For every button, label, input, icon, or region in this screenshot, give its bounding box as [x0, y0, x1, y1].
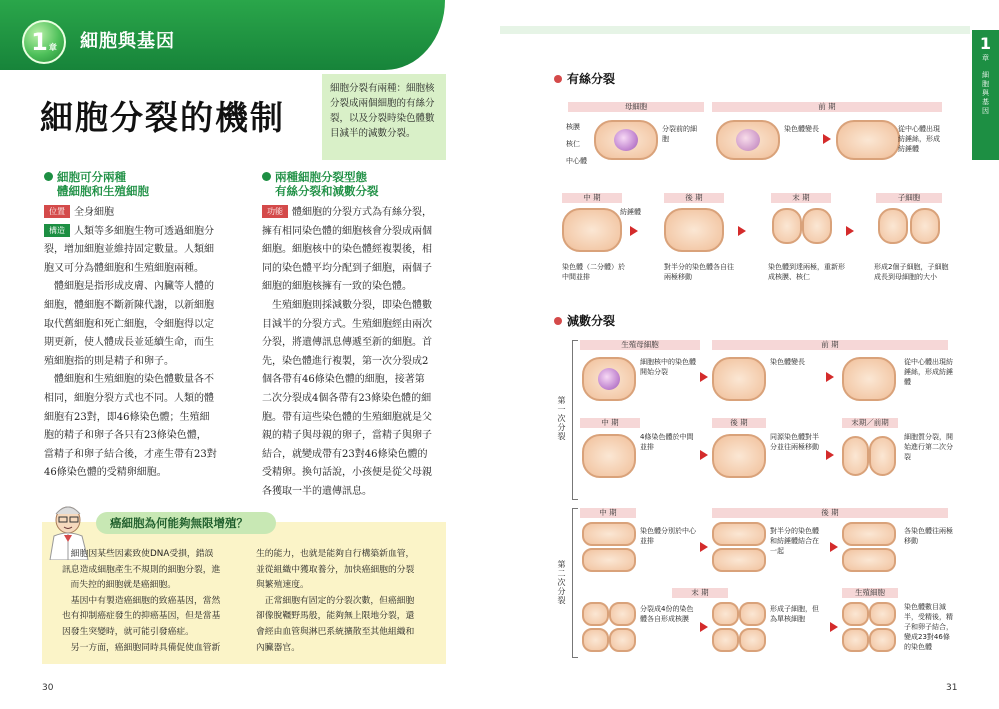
- phase-label: 中 期: [580, 418, 640, 428]
- meiosis2-late-cell-a: [842, 522, 896, 546]
- right-line: 體細胞的分裂方式為有絲分裂，: [292, 207, 432, 218]
- daughter2-cell-1: [712, 602, 739, 626]
- phase-label: 生殖細胞: [842, 588, 898, 598]
- phase-label: 生殖母細胞: [580, 340, 700, 350]
- left-line: 體細胞和生殖細胞的染色體數量各不: [44, 374, 214, 386]
- meiosis2-metaphase-cell-a: [582, 522, 636, 546]
- arrow-right-icon: [700, 542, 708, 552]
- right-column: [262, 170, 452, 502]
- bullet-dot-icon: [44, 172, 53, 181]
- left-column: [44, 170, 250, 483]
- arrow-right-icon: [826, 372, 834, 382]
- label-note: 分裂成4份的染色體各自形成核膜: [640, 605, 694, 623]
- side-tab-text: 細胞與基因: [981, 71, 990, 116]
- daughter2-cell-3: [712, 628, 739, 652]
- function-tag: 功能: [262, 205, 288, 218]
- label-note: 形成子細胞，但為單核細胞: [770, 605, 819, 623]
- side-tab-number: 1: [979, 34, 992, 53]
- right-line: 分裂，將遺傳訊息傳遞至新的細胞。首: [262, 337, 432, 349]
- arrow-right-icon: [830, 542, 838, 552]
- daughter2-cell-4: [739, 628, 766, 652]
- label-note: 細胞質分裂，開始進行第二次分裂: [904, 433, 953, 461]
- phase-label: 前 期: [712, 340, 948, 350]
- page-number-right: 31: [946, 683, 958, 693]
- right-line: 親的精子與母親的卵子，當精子與卵子: [262, 430, 432, 442]
- telophase-cell-a: [772, 208, 802, 244]
- arrow-right-icon: [700, 622, 708, 632]
- chapter-side-tab[interactable]: [972, 30, 999, 160]
- left-line: 胞又可分為體細胞和生殖細胞兩種。: [44, 262, 204, 274]
- label-note: 對半分的染色體各自往兩極移動: [664, 263, 734, 281]
- telophase-cell-b: [802, 208, 832, 244]
- bullet-dot-icon: [262, 172, 271, 181]
- right-line: 先，染色體進行複製，第一次分裂成2: [262, 355, 429, 367]
- left-line: 人類等多細胞生物可透過細胞分: [74, 225, 214, 237]
- right-line: 細胞的細胞核擁有一致的染色體。: [262, 281, 412, 293]
- telo2-cell-2: [609, 602, 636, 626]
- arrow-right-icon: [826, 450, 834, 460]
- label-note: 同源染色體對半分並往兩極移動: [770, 433, 819, 451]
- daughter2-cell-2: [739, 602, 766, 626]
- phase-label: 子細胞: [876, 193, 942, 203]
- cancer-title: 癌細胞為何能夠無限增殖？: [96, 512, 276, 534]
- phase-label: 中 期: [562, 193, 622, 203]
- arrow-right-icon: [830, 622, 838, 632]
- left-line: 胞的精子和卵子各只有23條染色體，: [44, 430, 207, 442]
- cancer-line: 基因中有製造癌細胞的致癌基因，當然: [62, 595, 221, 606]
- phase-label: 末 期: [672, 588, 728, 598]
- label-note: 染色體變長: [770, 358, 805, 366]
- arrow-right-icon: [846, 226, 854, 236]
- chapter-header-band: [0, 0, 445, 70]
- right-line: 胞。帶有這些染色體的生殖細胞就是父: [262, 411, 432, 423]
- cancer-line: 正常細胞有固定的分裂次數，但癌細胞: [256, 595, 415, 606]
- prophase-cell-2: [836, 120, 900, 160]
- phase-label: 後 期: [712, 418, 766, 428]
- label-note: 形成2個子細胞，子細胞成長到母細胞的大小: [874, 263, 949, 281]
- right-line: 個各帶有46條染色體的細胞，接著第: [262, 374, 425, 386]
- label-note: 染色體數目減半，受精後，精子和卵子結合，變成23對46條的染色體: [904, 603, 953, 651]
- meiosis-anaphase-cell: [712, 434, 766, 478]
- label-note: 核仁: [566, 140, 580, 148]
- meiosis2-late-cell-b: [842, 548, 896, 572]
- phase-label: 母細胞: [568, 102, 704, 112]
- daughter-cell-a: [878, 208, 908, 244]
- bullet-dot-icon: [554, 317, 562, 325]
- page-number-left: 30: [42, 683, 54, 693]
- top-decor-bar: [500, 26, 970, 34]
- right-body: [262, 204, 452, 502]
- left-body: [44, 204, 250, 483]
- phase-label: 前 期: [712, 102, 942, 112]
- mitosis-title: [554, 70, 615, 87]
- position-text: 全身細胞: [74, 207, 114, 218]
- left-line: 46條染色體的受精卵細胞。: [44, 467, 167, 479]
- meiosis-prophase-cell-1: [712, 357, 766, 401]
- right-section-heading: [262, 170, 452, 198]
- label-note: 4條染色體於中間並排: [640, 433, 694, 451]
- left-line: 裂，增加細胞並維持固定數量。人類細: [44, 244, 214, 256]
- mother-cell: [594, 120, 658, 160]
- arrow-right-icon: [700, 372, 708, 382]
- label-note: 中心體: [566, 157, 587, 165]
- meiosis2-metaphase-cell-b: [582, 548, 636, 572]
- germ-cell-1: [842, 602, 869, 626]
- left-heading-line2: 體細胞和生殖細胞: [57, 184, 149, 198]
- arrow-right-icon: [700, 450, 708, 460]
- cancer-line: 會經由血管與淋巴系統擴散至其他組織和: [256, 626, 415, 637]
- chapter-label: 章: [48, 42, 57, 52]
- summary-box: 細胞分裂有兩種：細胞核分裂成兩個細胞的有絲分裂，以及分裂時染色體數目減半的減數分裂。: [322, 74, 446, 160]
- phase-label: 後 期: [712, 508, 948, 518]
- right-line: 擁有相同染色體的細胞核會分裂成兩個: [262, 225, 432, 237]
- arrow-right-icon: [738, 226, 746, 236]
- cancer-line: 卻像脫韁野馬般，能夠無上限地分裂，還: [256, 611, 415, 622]
- label-note: 染色體（二分體）於中間並排: [562, 263, 625, 281]
- cancer-line: 內臟器官。: [256, 642, 300, 653]
- arrow-right-icon: [823, 134, 831, 144]
- chapter-title: 細胞與基因: [80, 31, 175, 52]
- left-line: 細胞有23對，即46條染色體；生殖細: [44, 411, 210, 423]
- side-tab-label: 章: [982, 54, 989, 62]
- right-heading-line1: 兩種細胞分裂型態: [275, 170, 367, 184]
- cancer-line: 也有抑制癌症發生的抑癌基因，但是當基: [62, 611, 221, 622]
- cancer-line: ㅤ而失控的細胞就是癌細胞。: [62, 580, 177, 591]
- germ-mother-cell: [582, 357, 636, 401]
- right-line: 結合，就變成帶有23對46條染色體的: [262, 448, 428, 460]
- label-note: 從中心體出現紡錘絲，形成紡錘體: [904, 358, 953, 386]
- left-section-heading: [44, 170, 250, 198]
- left-line: 殖細胞指的則是精子和卵子。: [44, 355, 174, 367]
- daughter-cell-b: [910, 208, 940, 244]
- label-note: 對半分的染色體和紡錘體結合在一起: [770, 527, 819, 555]
- left-heading-line1: 細胞可分兩種: [57, 170, 126, 184]
- phase-label: 末期／前期: [842, 418, 898, 428]
- label-note: 紡錘體: [620, 208, 641, 216]
- meiosis-prophase-cell-2: [842, 357, 896, 401]
- telo2-cell-3: [582, 628, 609, 652]
- right-line: 目減半的分裂方式。生殖細胞經由兩次: [262, 318, 432, 330]
- metaphase-cell: [562, 208, 622, 252]
- left-line: 當精子和卵子結合後，才產生帶有23對: [44, 448, 217, 460]
- cancer-line: 訊息造成細胞產生不規則的細胞分裂，進: [62, 564, 221, 575]
- left-line: 取代舊細胞和死亡細胞，令細胞得以定: [44, 318, 214, 330]
- label-note: 染色體變長: [784, 125, 819, 133]
- second-division-label: 第二次分裂: [557, 560, 566, 605]
- right-line: 生殖細胞則採減數分裂，即染色體數: [262, 299, 432, 311]
- meiosis-title: [554, 312, 615, 329]
- arrow-right-icon: [630, 226, 638, 236]
- telo2-cell-4: [609, 628, 636, 652]
- germ-cell-3: [842, 628, 869, 652]
- left-line: 細胞，體細胞不斷新陳代謝，以新細胞: [44, 299, 214, 311]
- chapter-number-badge: [22, 20, 66, 64]
- phase-label: 後 期: [664, 193, 724, 203]
- right-line: 二次分裂成4個各帶有23條染色體的細: [262, 392, 432, 404]
- left-line: 相同，細胞分裂方式也不同。人類的體: [44, 392, 214, 404]
- label-note: 染色體到達兩極，重新形成核膜、核仁: [768, 263, 845, 281]
- cancer-line: 生的能力，也就是能夠自行構築新血管，: [256, 549, 415, 559]
- second-division-bracket: [572, 508, 578, 658]
- left-line: 體細胞是指形成皮膚、內臟等人體的: [44, 281, 214, 293]
- first-division-bracket: [572, 340, 578, 500]
- cancer-line: 並從組織中獲取養分，加快癌細胞的分裂: [256, 564, 415, 575]
- cancer-line: 另一方面，癌細胞同時具備促使血管新: [62, 642, 221, 653]
- label-note: 分裂前的細胞: [662, 125, 697, 143]
- meiosis-metaphase-cell: [582, 434, 636, 478]
- label-note: 各染色體往兩極移動: [904, 527, 953, 545]
- first-division-label: 第一次分裂: [557, 396, 566, 441]
- meiosis-telophase-cell-a: [842, 436, 869, 476]
- cancer-line: 細胞因某些因素致使DNA受損，錯誤: [62, 549, 214, 559]
- meiosis-title-text: 減數分裂: [567, 314, 616, 328]
- anaphase-cell: [664, 208, 724, 252]
- right-line: 細胞。細胞核中的染色體經複製後，相: [262, 244, 432, 256]
- mitosis-title-text: 有絲分裂: [567, 72, 616, 86]
- right-line: 各獲取一半的遺傳訊息。: [262, 485, 372, 497]
- meiosis2-anaphase-cell-a: [712, 522, 766, 546]
- right-line: 同的染色體平均分配到子細胞，兩個子: [262, 262, 432, 274]
- label-note: 從中心體出現紡錘絲，形成紡錘體: [898, 125, 940, 153]
- structure-tag: 構造: [44, 224, 70, 237]
- telo2-cell-1: [582, 602, 609, 626]
- position-tag: 位置: [44, 205, 70, 218]
- page-title: 細胞分裂的機制: [40, 98, 285, 137]
- chapter-number: 1: [31, 28, 48, 56]
- right-heading-line2: 有絲分裂和減數分裂: [275, 184, 379, 198]
- cancer-right-column: [256, 547, 436, 656]
- label-note: 染色體分別於中心並排: [640, 527, 696, 545]
- prophase-cell-1: [716, 120, 780, 160]
- left-line: 期更新，使人體成長並延續生命，而生: [44, 337, 214, 349]
- meiosis2-anaphase-cell-b: [712, 548, 766, 572]
- bullet-dot-icon: [554, 75, 562, 83]
- phase-label: 末 期: [771, 193, 831, 203]
- cancer-line: 與繁殖速度。: [256, 580, 309, 591]
- meiosis-telophase-cell-b: [869, 436, 896, 476]
- right-line: 受精卵。換句話說，小孩便是從父母親: [262, 467, 432, 479]
- cancer-left-column: [62, 547, 242, 656]
- label-note: 核膜: [566, 123, 580, 131]
- label-note: 細胞核中的染色體開始分裂: [640, 358, 696, 376]
- germ-cell-2: [869, 602, 896, 626]
- germ-cell-4: [869, 628, 896, 652]
- cancer-line: 因發生突變時，就可能引發癌症。: [62, 626, 194, 637]
- phase-label: 中 期: [580, 508, 636, 518]
